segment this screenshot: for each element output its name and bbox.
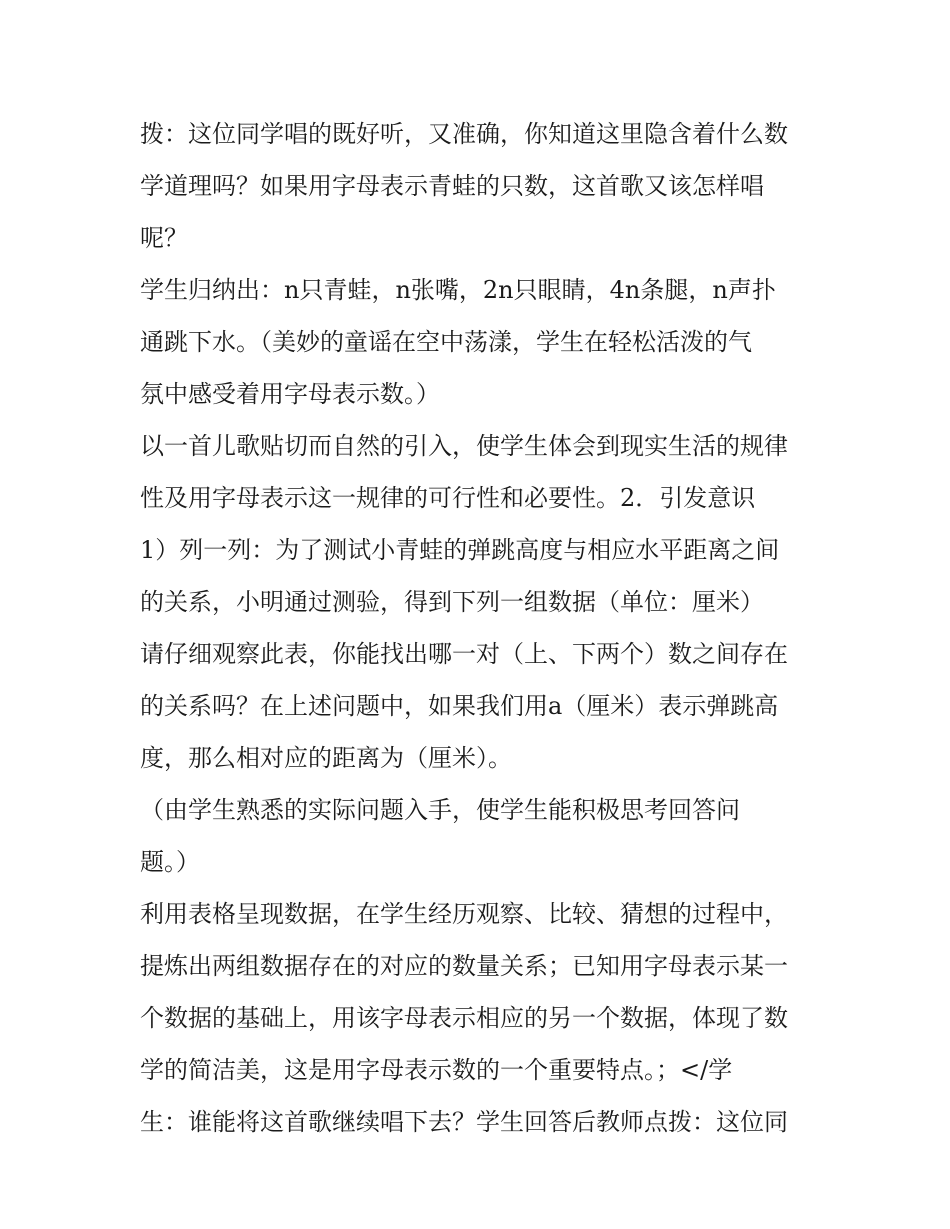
text-line: 提炼出两组数据存在的对应的数量关系；已知用字母表示某一	[140, 952, 788, 980]
text-line: 1）列一列：为了测试小青蛙的弹跳高度与相应水平距离之间	[140, 536, 780, 564]
text-line: （由学生熟悉的实际问题入手，使学生能积极思考回答问	[140, 796, 740, 824]
text-line: 拨：这位同学唱的既好听，又准确，你知道这里隐含着什么数	[140, 120, 788, 148]
text-line: 度，那么相对应的距离为（厘米）。	[140, 744, 512, 772]
document-body	[140, 108, 820, 1148]
text-line: 学道理吗？如果用字母表示青蛙的只数，这首歌又该怎样唱	[140, 172, 764, 200]
text-line: 生：谁能将这首歌继续唱下去？学生回答后教师点拨：这位同	[140, 1108, 788, 1136]
text-line: 学的简洁美，这是用字母表示数的一个重要特点。；</学	[140, 1056, 733, 1084]
text-line: 请仔细观察此表，你能找出哪一对（上、下两个）数之间存在	[140, 640, 788, 668]
text-line: 氛中感受着用字母表示数。）	[140, 380, 440, 408]
text-line: 利用表格呈现数据，在学生经历观察、比较、猜想的过程中，	[140, 900, 788, 928]
text-line: 以一首儿歌贴切而自然的引入，使学生体会到现实生活的规律	[140, 432, 788, 460]
text-line: 题。）	[140, 848, 200, 876]
text-line: 的关系，小明通过测验，得到下列一组数据（单位：厘米）	[140, 588, 764, 616]
text-line: 通跳下水。（美妙的童谣在空中荡漾，学生在轻松活泼的气	[140, 328, 752, 356]
text-line: 性及用字母表示这一规律的可行性和必要性。2．引发意识	[140, 484, 756, 512]
text-line: 个数据的基础上，用该字母表示相应的另一个数据，体现了数	[140, 1004, 788, 1032]
text-line: 的关系吗？在上述问题中，如果我们用a（厘米）表示弹跳高	[140, 692, 779, 720]
text-line: 学生归纳出：n只青蛙，n张嘴，2n只眼睛，4n条腿，n声扑	[140, 276, 776, 304]
text-line: 呢？	[140, 224, 188, 252]
